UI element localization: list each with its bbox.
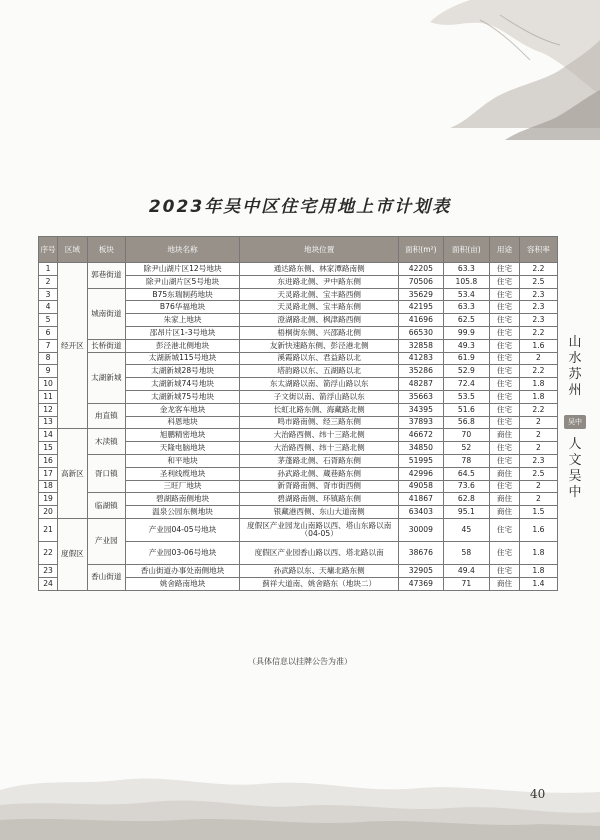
land-use: 住宅 [490, 480, 520, 493]
area-mu: 51.6 [443, 403, 490, 416]
parcel-location: 鸣市路南侧、经三路东侧 [240, 416, 399, 429]
table-row [39, 263, 558, 276]
area-mu: 56.8 [443, 416, 490, 429]
land-use: 住宅 [490, 390, 520, 403]
area-sqm: 41696 [399, 314, 443, 327]
parcel-name: 彭泾港北侧地块 [125, 339, 239, 352]
parcel-location: 长虹北路东侧、海藏路北侧 [240, 403, 399, 416]
plot-ratio: 1.8 [519, 390, 557, 403]
row-number: 3 [39, 288, 58, 301]
plot-ratio: 2 [519, 352, 557, 365]
row-number: 6 [39, 326, 58, 339]
area-mu: 105.8 [443, 275, 490, 288]
row-number: 24 [39, 577, 58, 590]
plot-ratio: 1.8 [519, 564, 557, 577]
parcel-name: 金龙客车地块 [125, 403, 239, 416]
region-cell: 经开区 [58, 263, 88, 429]
row-number: 21 [39, 518, 58, 541]
land-use: 住宅 [490, 339, 520, 352]
area-sqm: 41283 [399, 352, 443, 365]
area-mu: 71 [443, 577, 490, 590]
area-sqm: 32858 [399, 339, 443, 352]
parcel-location: 银藏港西侧、东山大道南侧 [240, 506, 399, 519]
area-mu: 49.3 [443, 339, 490, 352]
land-use: 商住 [490, 577, 520, 590]
table-row [39, 339, 558, 352]
parcel-location: 梧桐街东侧、兴邵路北侧 [240, 326, 399, 339]
area-sqm: 51995 [399, 454, 443, 467]
row-number: 4 [39, 301, 58, 314]
plot-ratio: 1.8 [519, 378, 557, 391]
parcel-location: 子文街以南、箭浮山路以东 [240, 390, 399, 403]
bottom-landscape-illustration [0, 750, 600, 840]
area-sqm: 30009 [399, 518, 443, 541]
table-row [39, 564, 558, 577]
land-use: 住宅 [490, 442, 520, 455]
area-sqm: 38676 [399, 541, 443, 564]
area-mu: 99.9 [443, 326, 490, 339]
column-header: 面积(亩) [443, 237, 490, 263]
land-use: 住宅 [490, 352, 520, 365]
parcel-name: B76华福地块 [125, 301, 239, 314]
row-number: 2 [39, 275, 58, 288]
page-title: 2023年吴中区住宅用地上市计划表 [148, 197, 452, 217]
block-cell: 临湖镇 [87, 493, 125, 519]
parcel-location: 孙武路北侧、蔵巷路东侧 [240, 467, 399, 480]
parcel-location: 溪霞路以东、君益路以北 [240, 352, 399, 365]
row-number: 10 [39, 378, 58, 391]
land-use: 住宅 [490, 365, 520, 378]
plot-ratio: 2.2 [519, 263, 557, 276]
area-mu: 58 [443, 541, 490, 564]
column-header: 用途 [490, 237, 520, 263]
land-use: 住宅 [490, 454, 520, 467]
land-use: 住宅 [490, 564, 520, 577]
plot-ratio: 2.3 [519, 288, 557, 301]
sidebar-badge: 吴中 [564, 415, 586, 429]
row-number: 14 [39, 429, 58, 442]
row-number: 8 [39, 352, 58, 365]
area-sqm: 35629 [399, 288, 443, 301]
parcel-name: 太湖新城115号地块 [125, 352, 239, 365]
row-number: 18 [39, 480, 58, 493]
area-mu: 78 [443, 454, 490, 467]
area-sqm: 47369 [399, 577, 443, 590]
region-cell: 高新区 [58, 429, 88, 519]
land-use: 住宅 [490, 541, 520, 564]
area-sqm: 42195 [399, 301, 443, 314]
block-cell: 郭巷街道 [87, 263, 125, 289]
parcel-location: 新胥路南侧、胥市街西侧 [240, 480, 399, 493]
parcel-location: 度假区产业园香山路以西、塔北路以南 [240, 541, 399, 564]
column-header: 区域 [58, 237, 88, 263]
parcel-location: 澄湖路北侧、枫津路西侧 [240, 314, 399, 327]
area-sqm: 41867 [399, 493, 443, 506]
table-footnote: （具体信息以挂牌公告为准） [248, 657, 352, 666]
parcel-location: 大治路西侧、纬十三路北侧 [240, 429, 399, 442]
parcel-location: 茅蓬路北侧、石胥路东侧 [240, 454, 399, 467]
plot-ratio: 2.2 [519, 403, 557, 416]
parcel-name: 朱家上地块 [125, 314, 239, 327]
row-number: 19 [39, 493, 58, 506]
plot-ratio: 2 [519, 480, 557, 493]
area-mu: 52.9 [443, 365, 490, 378]
parcel-name: 太湖新城28号地块 [125, 365, 239, 378]
table-row [39, 288, 558, 301]
row-number: 20 [39, 506, 58, 519]
block-cell: 胥口镇 [87, 454, 125, 492]
plot-ratio: 2.3 [519, 301, 557, 314]
column-header: 容积率 [519, 237, 557, 263]
parcel-name: 圣利线缆地块 [125, 467, 239, 480]
parcel-name: 产业园04-05号地块 [125, 518, 239, 541]
block-cell: 产业园 [87, 518, 125, 564]
area-sqm: 48287 [399, 378, 443, 391]
area-sqm: 34850 [399, 442, 443, 455]
area-sqm: 42205 [399, 263, 443, 276]
plot-ratio: 1.4 [519, 577, 557, 590]
parcel-name: 旭鹏精密地块 [125, 429, 239, 442]
block-cell: 城南街道 [87, 288, 125, 339]
plot-ratio: 2 [519, 429, 557, 442]
plot-ratio: 2.3 [519, 454, 557, 467]
row-number: 12 [39, 403, 58, 416]
parcel-name: 科恩地块 [125, 416, 239, 429]
area-mu: 62.8 [443, 493, 490, 506]
page-number: 40 [530, 787, 546, 801]
sidebar-slogan-bottom: 人文吴中 [568, 437, 582, 500]
row-number: 7 [39, 339, 58, 352]
area-mu: 63.3 [443, 263, 490, 276]
plot-ratio: 2 [519, 493, 557, 506]
table-row [39, 493, 558, 506]
table-row [39, 352, 558, 365]
land-use: 商住 [490, 467, 520, 480]
parcel-name: 和平地块 [125, 454, 239, 467]
land-use: 住宅 [490, 275, 520, 288]
area-mu: 64.5 [443, 467, 490, 480]
plot-ratio: 1.8 [519, 541, 557, 564]
parcel-location: 蓟祥大道南、姚舍路东（地块二） [240, 577, 399, 590]
parcel-name: 产业园03-06号地块 [125, 541, 239, 564]
block-cell: 甪直镇 [87, 403, 125, 429]
area-sqm: 70506 [399, 275, 443, 288]
row-number: 13 [39, 416, 58, 429]
area-sqm: 34395 [399, 403, 443, 416]
plot-ratio: 1.5 [519, 506, 557, 519]
parcel-name: 太湖新城74号地块 [125, 378, 239, 391]
block-cell: 太湖新城 [87, 352, 125, 403]
area-sqm: 63403 [399, 506, 443, 519]
column-header: 面积(m²) [399, 237, 443, 263]
area-mu: 53.5 [443, 390, 490, 403]
area-sqm: 37893 [399, 416, 443, 429]
plot-ratio: 2.5 [519, 275, 557, 288]
parcel-location: 天灵路北侧、宝丰路西侧 [240, 288, 399, 301]
parcel-name: 除尹山湖片区12号地块 [125, 263, 239, 276]
land-use: 商住 [490, 493, 520, 506]
land-use: 住宅 [490, 326, 520, 339]
plot-ratio: 2 [519, 442, 557, 455]
plot-ratio: 1.6 [519, 339, 557, 352]
mountain-illustration [0, 0, 600, 170]
plot-ratio: 2.5 [519, 467, 557, 480]
row-number: 15 [39, 442, 58, 455]
area-sqm: 66530 [399, 326, 443, 339]
land-use: 住宅 [490, 301, 520, 314]
land-use: 住宅 [490, 288, 520, 301]
parcel-name: 天隆电脑地块 [125, 442, 239, 455]
area-mu: 72.4 [443, 378, 490, 391]
land-use: 住宅 [490, 378, 520, 391]
plot-ratio: 2.2 [519, 365, 557, 378]
row-number: 22 [39, 541, 58, 564]
area-sqm: 42996 [399, 467, 443, 480]
row-number: 11 [39, 390, 58, 403]
parcel-location: 友新快速路东侧、彭泾港北侧 [240, 339, 399, 352]
area-mu: 45 [443, 518, 490, 541]
block-cell: 木渎镇 [87, 429, 125, 455]
area-sqm: 32905 [399, 564, 443, 577]
parcel-name: 姚舍路南地块 [125, 577, 239, 590]
row-number: 17 [39, 467, 58, 480]
column-header: 序号 [39, 237, 58, 263]
plot-ratio: 2.3 [519, 314, 557, 327]
land-use: 住宅 [490, 403, 520, 416]
column-header: 地块名称 [125, 237, 239, 263]
land-use: 住宅 [490, 263, 520, 276]
row-number: 1 [39, 263, 58, 276]
area-mu: 63.3 [443, 301, 490, 314]
parcel-name: B75东瑞制药地块 [125, 288, 239, 301]
block-cell: 长桥街道 [87, 339, 125, 352]
parcel-location: 塔韵路以东、五湖路以北 [240, 365, 399, 378]
area-sqm: 35286 [399, 365, 443, 378]
area-sqm: 35663 [399, 390, 443, 403]
parcel-name: 太湖新城75号地块 [125, 390, 239, 403]
parcel-location: 东进路北侧、尹中路东侧 [240, 275, 399, 288]
parcel-location: 度假区产业园龙山南路以西、塔山东路以南（04-05） [240, 518, 399, 541]
parcel-location: 东太湖路以南、箭浮山路以东 [240, 378, 399, 391]
area-mu: 62.5 [443, 314, 490, 327]
plot-ratio: 1.6 [519, 518, 557, 541]
block-cell: 香山街道 [87, 564, 125, 590]
parcel-name: 碧湖路南侧地块 [125, 493, 239, 506]
area-mu: 95.1 [443, 506, 490, 519]
land-use: 住宅 [490, 314, 520, 327]
area-mu: 52 [443, 442, 490, 455]
row-number: 16 [39, 454, 58, 467]
area-mu: 73.6 [443, 480, 490, 493]
area-sqm: 46672 [399, 429, 443, 442]
parcel-name: 温泉公园东侧地块 [125, 506, 239, 519]
area-mu: 49.4 [443, 564, 490, 577]
plot-ratio: 2.2 [519, 326, 557, 339]
parcel-location: 天灵路北侧、宝丰路东侧 [240, 301, 399, 314]
area-mu: 70 [443, 429, 490, 442]
area-mu: 53.4 [443, 288, 490, 301]
parcel-location: 通达路东侧、林家潭路南侧 [240, 263, 399, 276]
land-use: 住宅 [490, 518, 520, 541]
region-cell: 度假区 [58, 518, 88, 590]
row-number: 23 [39, 564, 58, 577]
parcel-name: 邵昂片区1-3号地块 [125, 326, 239, 339]
parcel-location: 碧湖路南侧、环镇路东侧 [240, 493, 399, 506]
plot-ratio: 2 [519, 416, 557, 429]
parcel-location: 大治路西侧、纬十三路北侧 [240, 442, 399, 455]
area-mu: 61.9 [443, 352, 490, 365]
table-header-row [39, 237, 558, 263]
row-number: 5 [39, 314, 58, 327]
land-plan-table [38, 236, 558, 591]
table-row [39, 429, 558, 442]
table-row [39, 454, 558, 467]
table-row [39, 403, 558, 416]
column-header: 板块 [87, 237, 125, 263]
parcel-location: 孙武路以东、天墉北路东侧 [240, 564, 399, 577]
row-number: 9 [39, 365, 58, 378]
sidebar-slogan-top: 山水苏州 [568, 335, 582, 398]
parcel-name: 三旺厂地块 [125, 480, 239, 493]
column-header: 地块位置 [240, 237, 399, 263]
parcel-name: 香山街道办事处南侧地块 [125, 564, 239, 577]
area-sqm: 49058 [399, 480, 443, 493]
land-use: 住宅 [490, 416, 520, 429]
land-use: 商住 [490, 506, 520, 519]
table-row [39, 518, 558, 541]
parcel-name: 除尹山湖片区5号地块 [125, 275, 239, 288]
land-use: 商住 [490, 429, 520, 442]
